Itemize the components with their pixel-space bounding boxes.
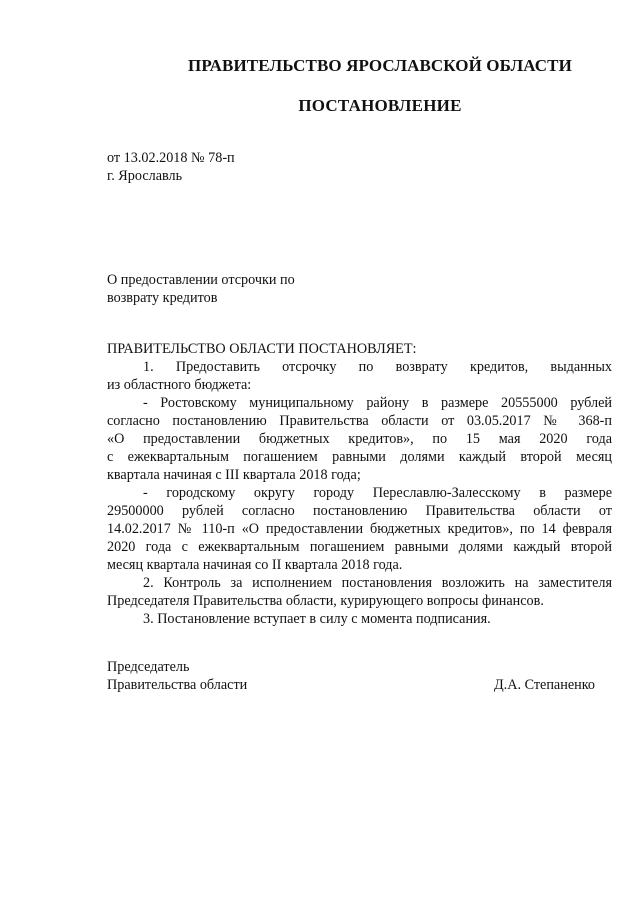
- body-line: Председателя Правительства области, курирующего вопросы финансов.: [107, 593, 544, 609]
- body-line: месяц квартала начиная со II квартала 2018 года.: [107, 557, 403, 573]
- subject-line-2: возврату кредитов: [107, 290, 218, 306]
- decree-heading: ПРАВИТЕЛЬСТВО ОБЛАСТИ ПОСТАНОВЛЯЕТ:: [107, 341, 417, 357]
- body-line: «О предоставлении бюджетных кредитов», по 15 мая 2020 года: [107, 431, 612, 447]
- organization-title: ПРАВИТЕЛЬСТВО ЯРОСЛАВСКОЙ ОБЛАСТИ: [188, 56, 572, 75]
- body-line: квартала начиная с III квартала 2018 года;: [107, 467, 361, 483]
- date-number: от 13.02.2018 № 78-п: [107, 150, 235, 166]
- document-type-title: ПОСТАНОВЛЕНИЕ: [298, 96, 462, 115]
- body-line: - городскому округу городу Переславлю-Залесскому в размере: [143, 485, 612, 501]
- body-line: 14.02.2017 № 110-п «О предоставлении бюджетных кредитов», по 14 февраля: [107, 521, 612, 537]
- subject-line-1: О предоставлении отсрочки по: [107, 272, 295, 288]
- body-line: 2020 года с ежеквартальным погашением равными долями каждый второй: [107, 539, 612, 555]
- body-line: 29500000 рублей согласно постановлению Правительства области от: [107, 503, 612, 519]
- body-line: согласно постановлению Правительства области от 03.05.2017 № 368-п: [107, 413, 612, 429]
- signature-title-line-2: Правительства области: [107, 677, 248, 693]
- body-line: 3. Постановление вступает в силу с момента подписания.: [143, 611, 491, 627]
- city: г. Ярославль: [107, 168, 183, 184]
- body-line: с ежеквартальным погашением равными долями каждый второй месяц: [107, 449, 612, 465]
- signature-title-line-1: Председатель: [107, 659, 190, 675]
- body-line: 2. Контроль за исполнением постановления возложить на заместителя: [143, 575, 612, 591]
- signatory-name: Д.А. Степаненко: [494, 677, 595, 693]
- body-line: 1. Предоставить отсрочку по возврату кредитов, выданных: [143, 359, 612, 375]
- body-line: из областного бюджета:: [107, 377, 252, 393]
- body-line: - Ростовскому муниципальному району в размере 20555000 рублей: [143, 395, 612, 411]
